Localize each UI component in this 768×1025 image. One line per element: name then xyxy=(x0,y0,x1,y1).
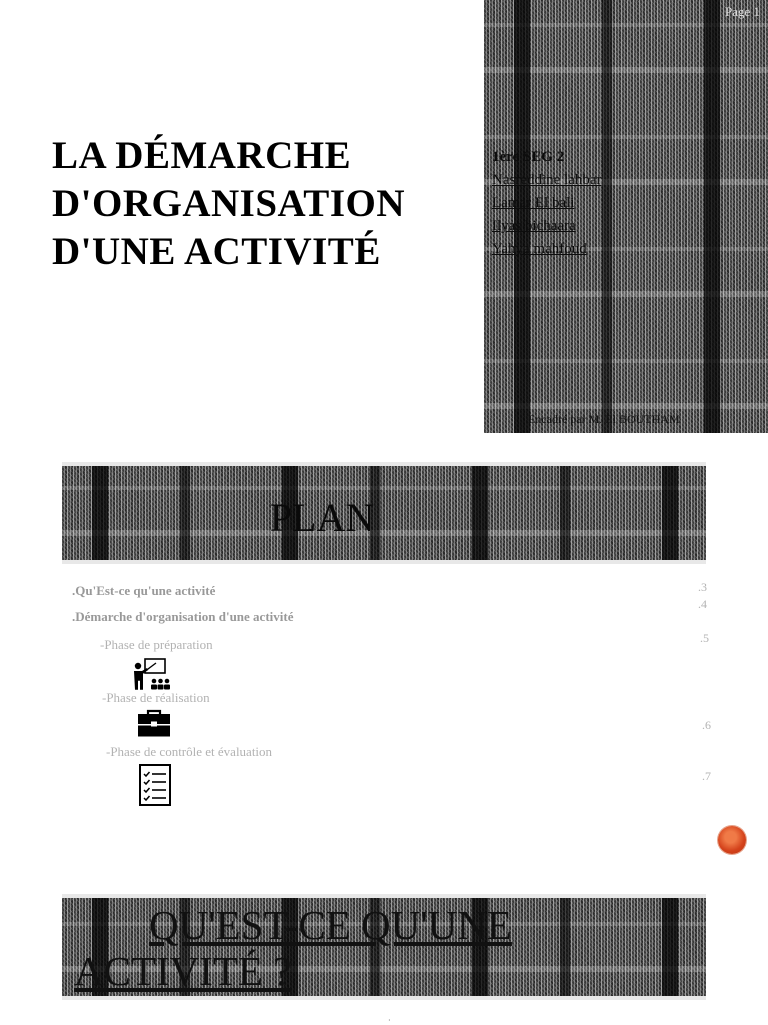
footer-mark: · xyxy=(388,1016,391,1025)
checklist-icon xyxy=(138,763,172,807)
teacher-icon xyxy=(132,657,172,693)
student-name: Lamar El bali xyxy=(492,195,575,211)
question-title xyxy=(74,902,694,994)
main-title: LA DÉMARCHE D'ORGANISATION D'UNE ACTIVITÉ xyxy=(52,134,405,273)
student-name: Yahya mahfoud xyxy=(492,241,587,257)
student-names xyxy=(492,146,602,261)
page-number: Page 1 xyxy=(724,4,760,19)
toc-item-realisation[interactable]: -Phase de réalisation xyxy=(102,690,210,705)
toc-page: .6 xyxy=(702,718,711,732)
question-banner xyxy=(62,894,706,1000)
toc-item-activity[interactable]: .Qu'Est-ce qu'une activité xyxy=(72,583,216,598)
plan-banner xyxy=(62,462,706,564)
toc-page: .3 xyxy=(698,580,707,594)
class-name: 1ère SEG 2 xyxy=(492,149,565,165)
toc-item-preparation[interactable]: -Phase de préparation xyxy=(100,637,213,652)
toc-item-demarche[interactable]: .Démarche d'organisation d'une activité xyxy=(72,609,294,624)
briefcase-icon xyxy=(136,708,172,738)
title-texture-panel xyxy=(484,0,768,433)
toc-page: .7 xyxy=(702,769,711,783)
student-name: Ilyas bichaara xyxy=(492,218,576,234)
question-title-text: QU'EST-CE QU'UNE ACTIVITÉ ? xyxy=(74,902,512,994)
toc-item-controle[interactable]: -Phase de contrôle et évaluation xyxy=(106,744,273,759)
record-button-icon[interactable] xyxy=(718,826,746,854)
toc-page: .5 xyxy=(700,631,709,645)
presenter-line: Encadré par M. El BOUTHAM xyxy=(528,412,680,426)
toc-page: .4 xyxy=(698,597,707,611)
student-name: Nasreddine lahbar xyxy=(492,172,602,188)
plan-title: PLAN xyxy=(269,495,375,540)
